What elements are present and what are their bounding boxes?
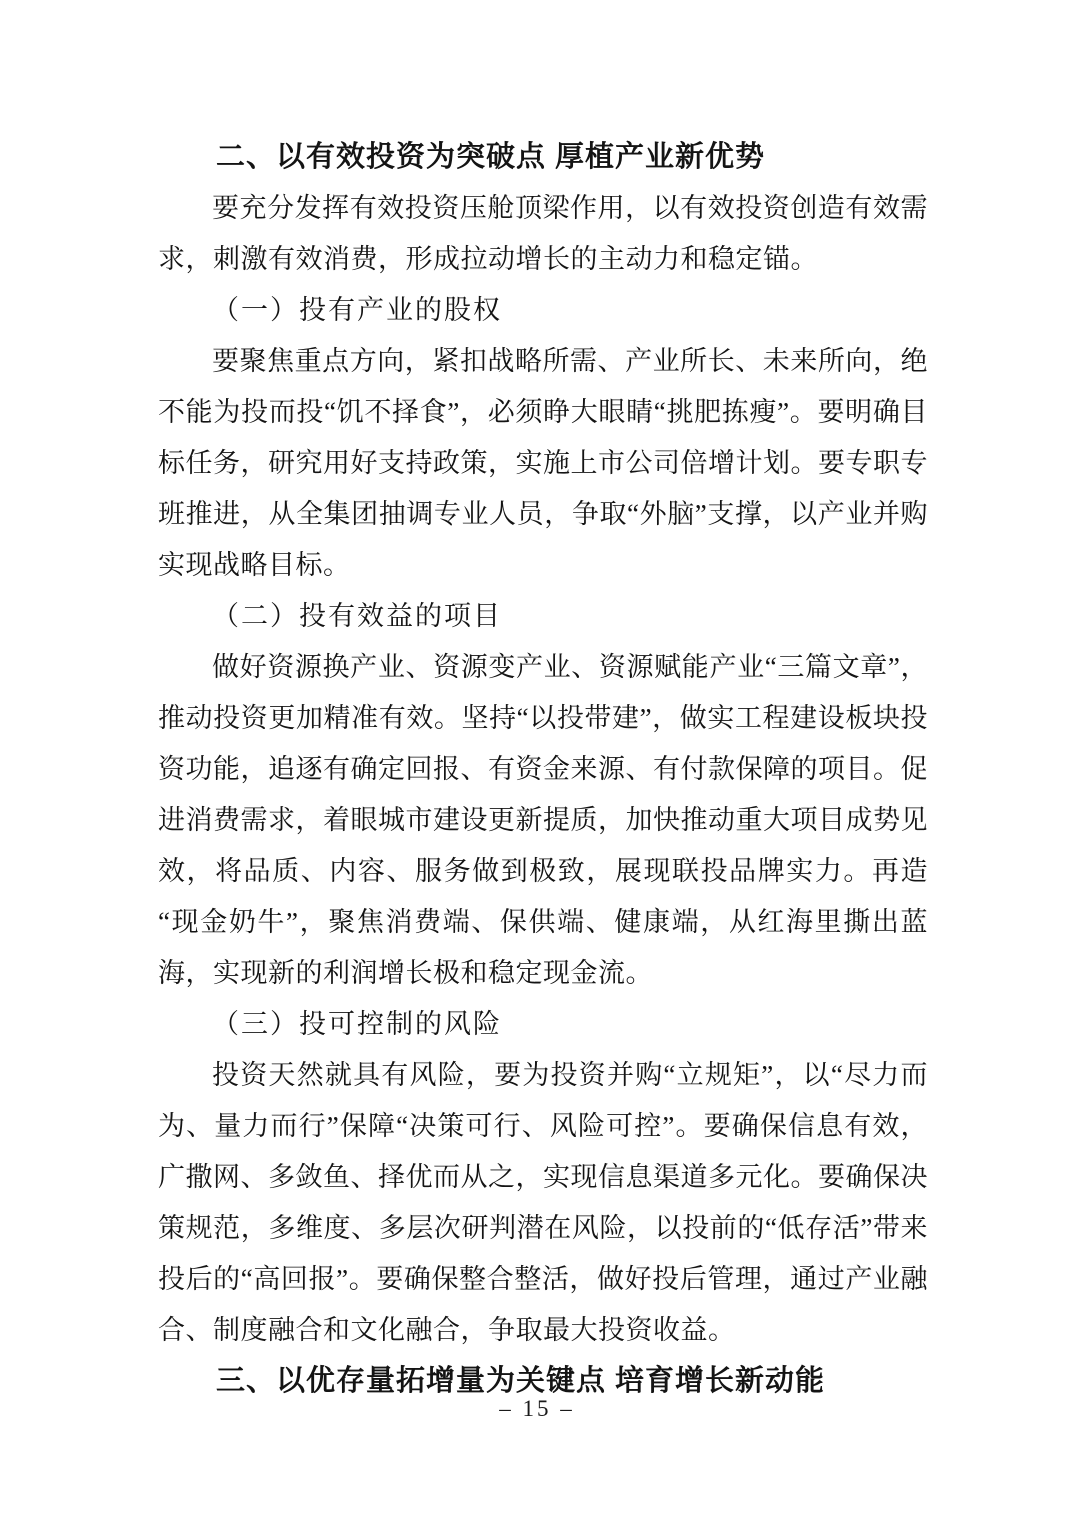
paragraph-subsection-1: 要聚焦重点方向，紧扣战略所需、产业所长、未来所向，绝不能为投而投“饥不择食”，必须睁大眼睛“挑肥拣瘦”。要明确目标任务，研究用好支持政策，实施上市公司倍增计划。要专职专班推进，从全集团抽调专业人员，争取“外脑”支撑，以产业并购实现战略目标。 xyxy=(158,346,928,580)
page-number: – 15 – xyxy=(499,1396,575,1421)
subsection-heading-2: （二）投有效益的项目 xyxy=(212,601,502,631)
paragraph-intro: 要充分发挥有效投资压舱顶梁作用，以有效投资创造有效需求，刺激有效消费，形成拉动增长的主动力和稳定锚。 xyxy=(158,193,928,274)
paragraph-subsection-3: 投资天然就具有风险，要为投资并购“立规矩”，以“尽力而为、量力而行”保障“决策可行、风险可控”。要确保信息有效，广撒网、多敛鱼、择优而从之，实现信息渠道多元化。要确保决策规范，多维度、多层次研判潜在风险，以投前的“低存活”带来投后的“高回报”。要确保整合整活，做好投后管理，通过产业融合、制度融合和文化融合，争取最大投资收益。 xyxy=(158,1060,928,1345)
subsection-heading-1: （一）投有产业的股权 xyxy=(212,295,502,325)
paragraph-subsection-2: 做好资源换产业、资源变产业、资源赋能产业“三篇文章”，推动投资更加精准有效。坚持“以投带建”，做实工程建设板块投资功能，追逐有确定回报、有资金来源、有付款保障的项目。促进消费需求，着眼城市建设更新提质，加快推动重大项目成势见效，将品质、内容、服务做到极致，展现联投品牌实力。再造“现金奶牛”，聚焦消费端、保供端、健康端，从红海里撕出蓝海，实现新的利润增长极和稳定现金流。 xyxy=(158,652,928,988)
section-heading-2: 二、以有效投资为突破点 厚植产业新优势 xyxy=(216,141,766,173)
section-heading-3: 三、以优存量拓增量为关键点 培育增长新动能 xyxy=(216,1365,826,1397)
document-body xyxy=(158,132,928,1407)
subsection-heading-3: （三）投可控制的风险 xyxy=(212,1009,502,1039)
